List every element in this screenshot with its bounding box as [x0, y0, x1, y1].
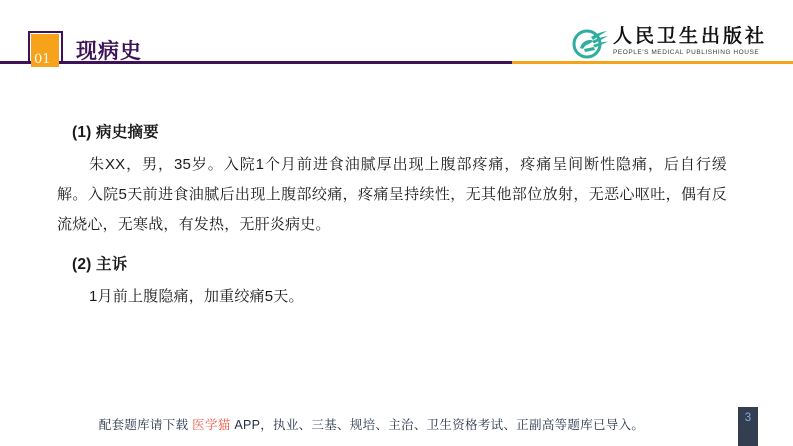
para-chief-complaint: 1月前上腹隐痛，加重绞痛5天。 [89, 288, 304, 305]
section-number-badge [31, 34, 59, 67]
heading-history-summary: (1) 病史摘要 [72, 124, 159, 141]
pmph-logo-icon [572, 26, 608, 60]
footer-text-before: 配套题库请下载 [98, 418, 193, 432]
page-number: 3 [744, 412, 752, 424]
page-number-badge [738, 407, 758, 446]
para-history-summary: 朱XX，男，35岁。入院1个月前进食油腻厚出现上腹部疼痛，疼痛呈间断性隐痛，后自行缓解。入院5天前进食油腻后出现上腹部绞痛，疼痛呈持续性，无其他部位放射，无恶心呕吐，偶有反流烧心，无寒战，有发热，无肝炎病史。 [57, 156, 727, 233]
footer-text-after: APP，执业、三基、规培、主治、卫生资格考试、正副高等题库已导入。 [230, 418, 645, 432]
pmph-logo-names [613, 26, 767, 56]
publisher-name-cn: 人民卫生出版社 [613, 25, 768, 47]
page-title: 现病史 [76, 40, 142, 63]
section-number-label: 01 [34, 52, 51, 67]
publisher-name-en: PEOPLE'S MEDICAL PUBLISHING HOUSE [613, 49, 760, 56]
footer-note [0, 415, 743, 433]
footer-app-name: 医学猫 [192, 418, 231, 432]
header-underline-orange [512, 61, 793, 64]
heading-chief-complaint: (2) 主诉 [72, 256, 128, 273]
pmph-logo [572, 26, 767, 60]
slide-content [57, 120, 727, 312]
